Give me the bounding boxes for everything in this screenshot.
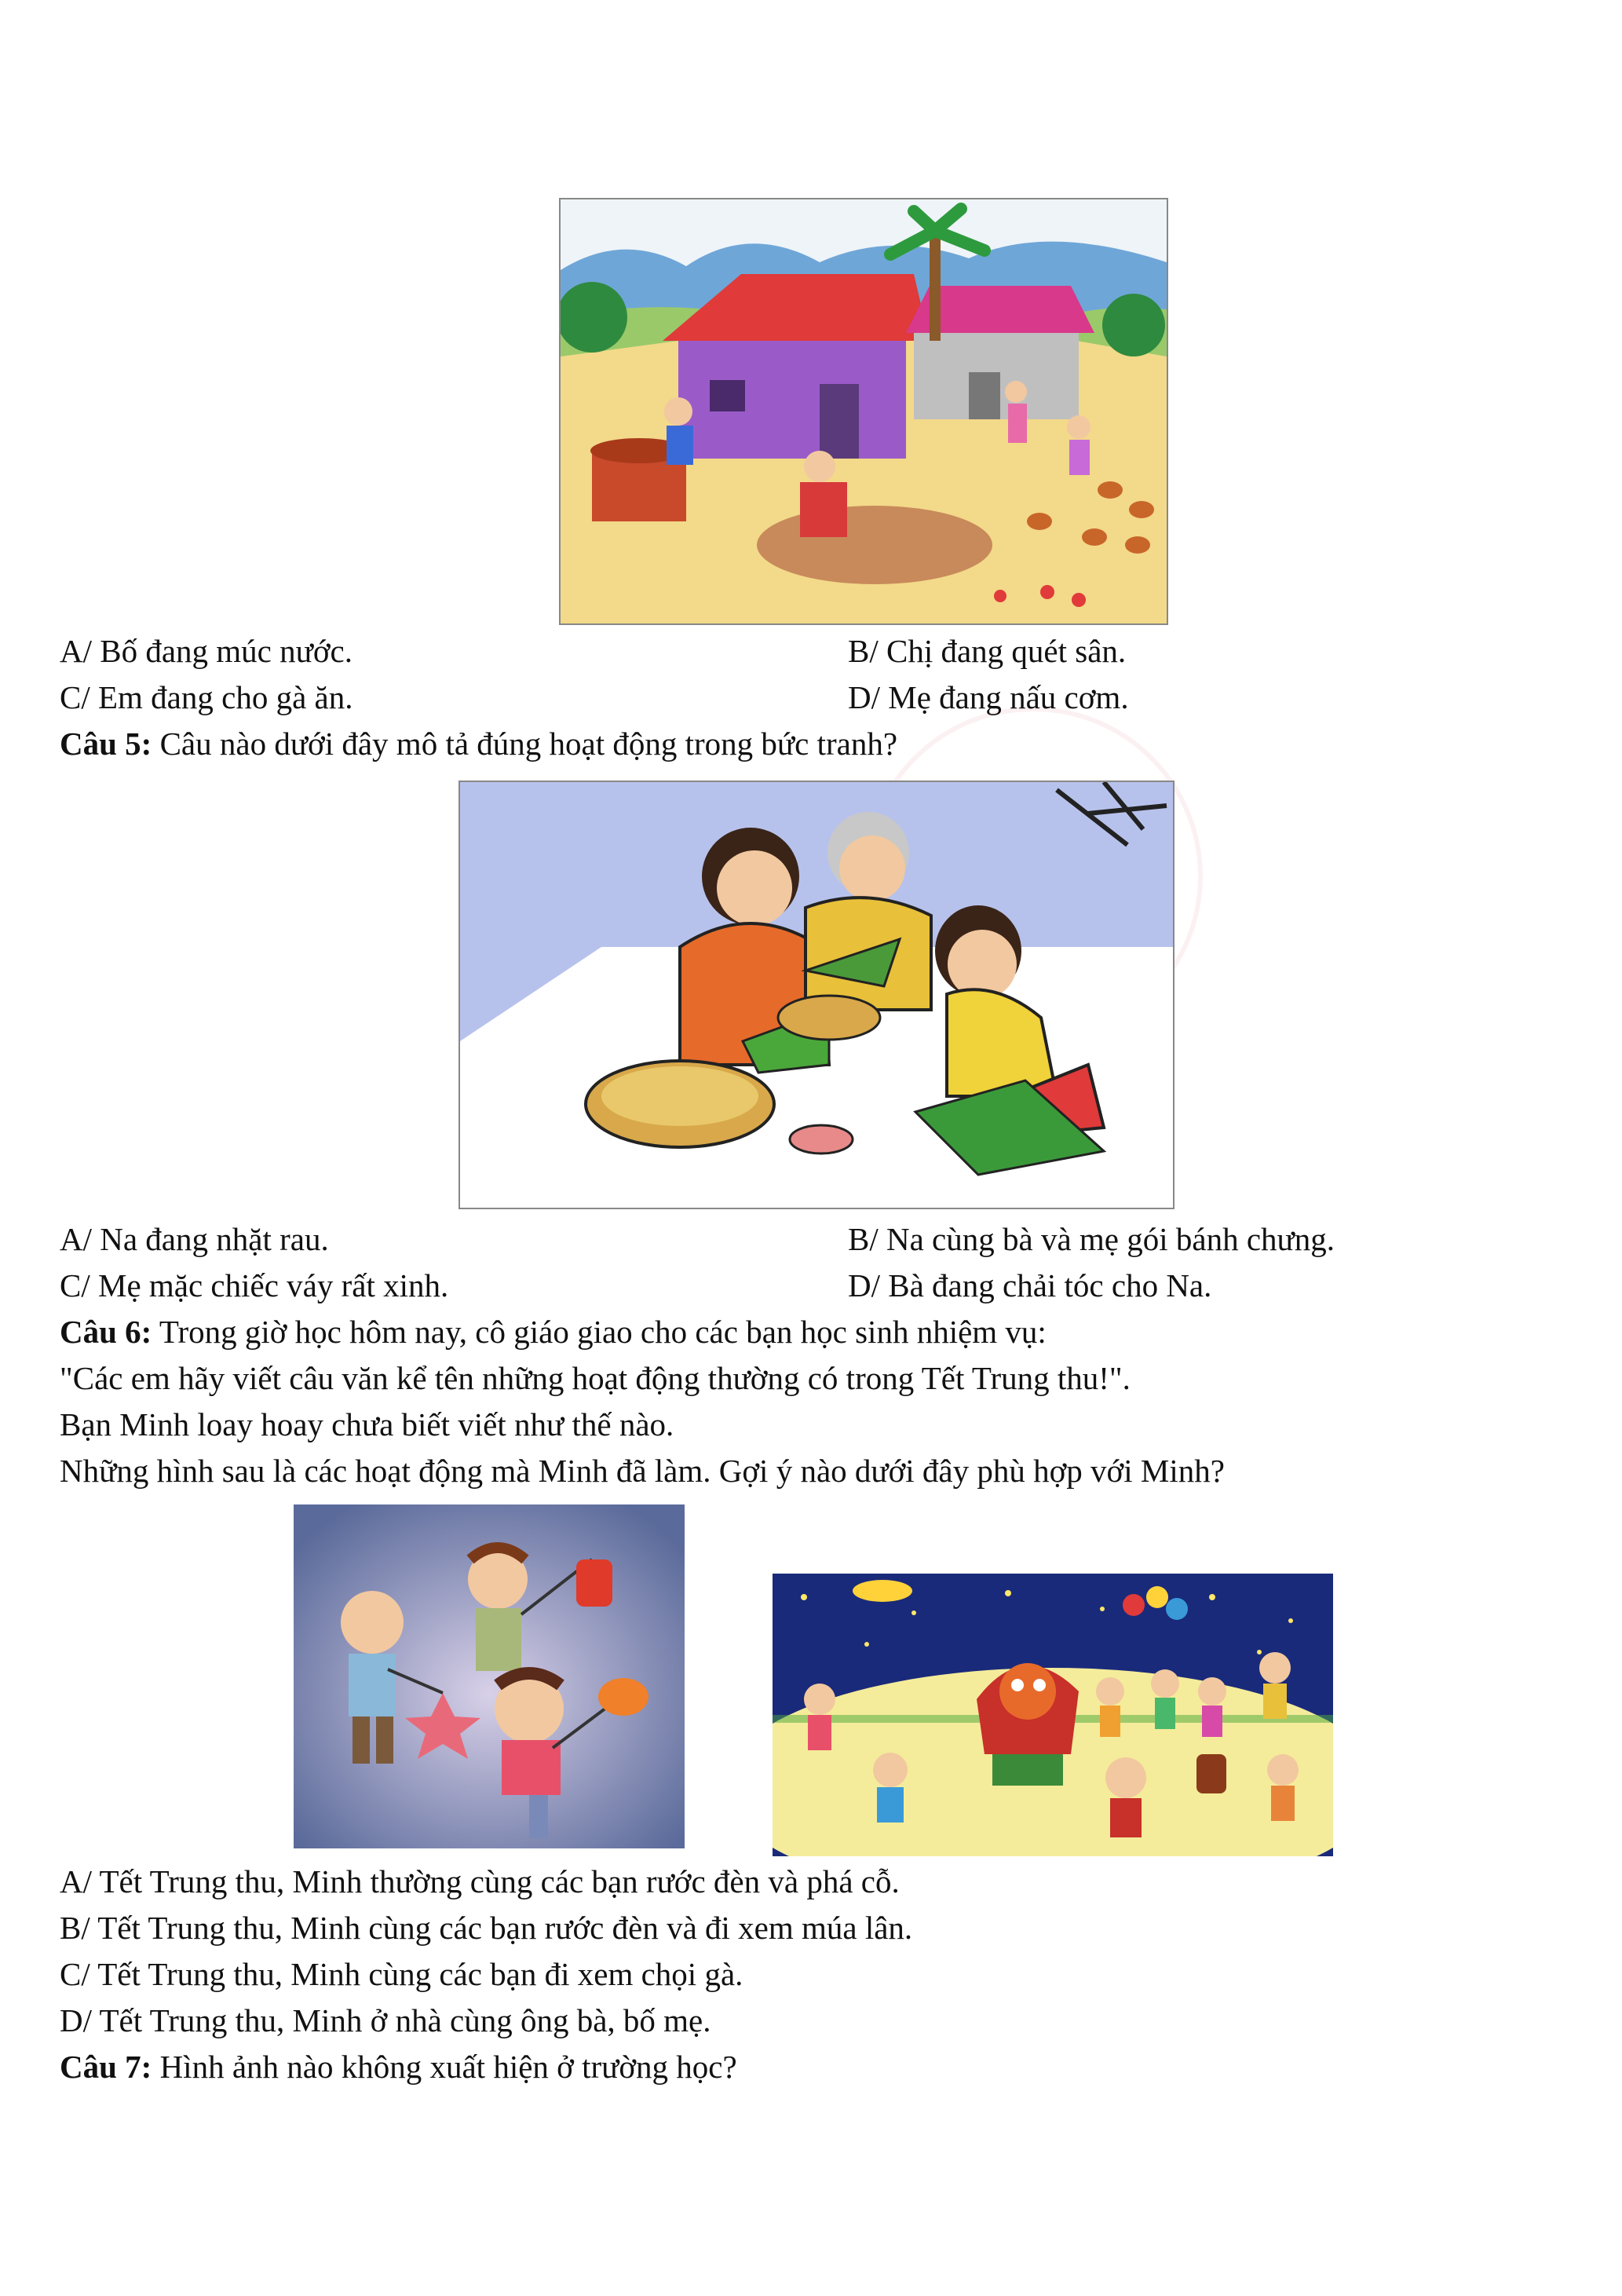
q6-option-c[interactable]: C/ Tết Trung thu, Minh cùng các bạn đi xem chọi gà. bbox=[60, 1956, 743, 1992]
q7-label: Câu 7: bbox=[60, 2049, 152, 2085]
q4-option-a[interactable]: A/ Bố đang múc nước. bbox=[60, 633, 353, 669]
q5-question bbox=[60, 721, 897, 766]
q6-line-2: "Các em hãy viết câu văn kể tên những hoạt động thường có trong Tết Trung thu!". bbox=[60, 1360, 1131, 1396]
q7-text: Hình ảnh nào không xuất hiện ở trường học? bbox=[152, 2049, 737, 2085]
lantern-children-picture bbox=[294, 1504, 685, 1848]
q6-label: Câu 6: bbox=[60, 1314, 152, 1350]
q5-label: Câu 5: bbox=[60, 726, 152, 762]
q6-option-a[interactable]: A/ Tết Trung thu, Minh thường cùng các bạn rước đèn và phá cỗ. bbox=[60, 1863, 900, 1899]
q4-option-c[interactable]: C/ Em đang cho gà ăn. bbox=[60, 679, 353, 715]
q5-option-b[interactable]: B/ Na cùng bà và mẹ gói bánh chưng. bbox=[848, 1221, 1335, 1257]
q5-option-a[interactable]: A/ Na đang nhặt rau. bbox=[60, 1221, 329, 1257]
banh-chung-picture bbox=[458, 781, 1174, 1209]
q5-option-d[interactable]: D/ Bà đang chải tóc cho Na. bbox=[848, 1267, 1212, 1303]
q4-option-d[interactable]: D/ Mẹ đang nấu cơm. bbox=[848, 679, 1129, 715]
q6-line-3: Bạn Minh loay hoay chưa biết viết như thế nào. bbox=[60, 1406, 674, 1442]
family-chores-picture bbox=[559, 198, 1168, 625]
q6-text: Trong giờ học hôm nay, cô giáo giao cho các bạn học sinh nhiệm vụ: bbox=[152, 1314, 1047, 1350]
q6-line-4: Những hình sau là các hoạt động mà Minh đã làm. Gợi ý nào dưới đây phù hợp với Minh? bbox=[60, 1453, 1225, 1489]
q6-question bbox=[60, 1309, 1047, 1355]
q6-option-b[interactable]: B/ Tết Trung thu, Minh cùng các bạn rước đèn và đi xem múa lân. bbox=[60, 1910, 913, 1946]
q4-option-b[interactable]: B/ Chị đang quét sân. bbox=[848, 633, 1127, 669]
q5-text: Câu nào dưới đây mô tả đúng hoạt động trong bức tranh? bbox=[152, 726, 898, 762]
q5-option-c[interactable]: C/ Mẹ mặc chiếc váy rất xinh. bbox=[60, 1267, 449, 1303]
q7-question bbox=[60, 2044, 737, 2089]
lion-dance-picture bbox=[773, 1574, 1333, 1856]
q6-option-d[interactable]: D/ Tết Trung thu, Minh ở nhà cùng ông bà, bố mẹ. bbox=[60, 2002, 711, 2038]
